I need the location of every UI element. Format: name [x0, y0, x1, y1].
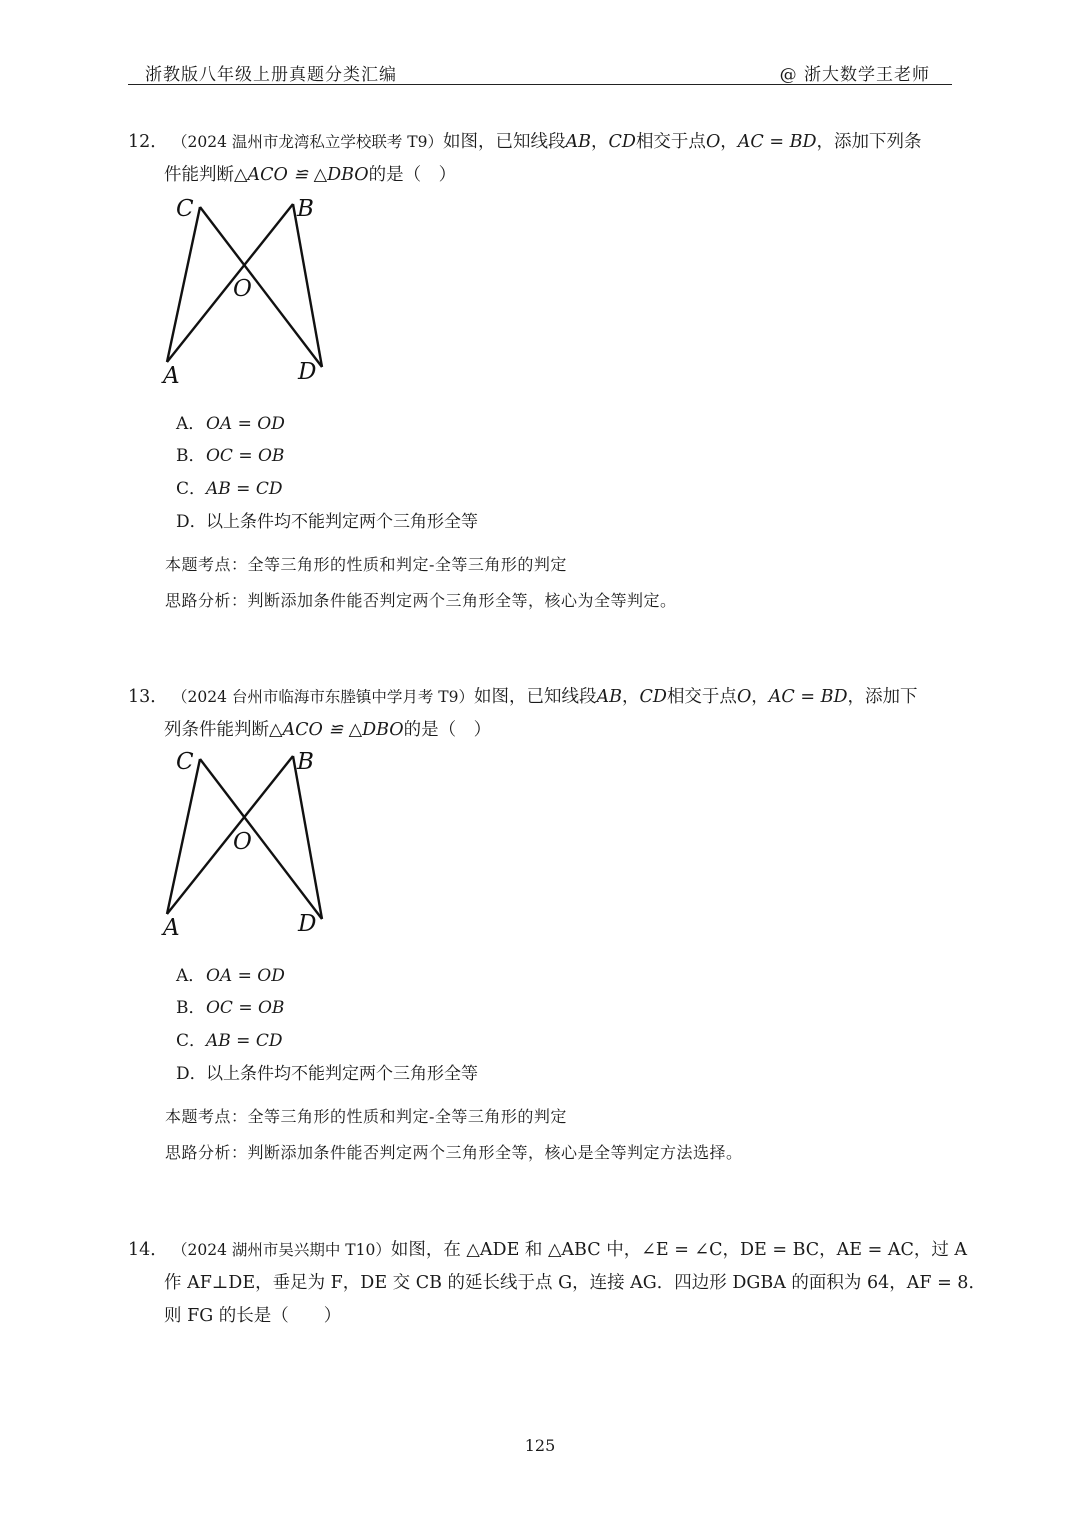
- stem-separator: ，: [720, 132, 738, 152]
- question-12-figure: [150, 190, 350, 390]
- label-d: D: [298, 911, 317, 937]
- option-text: OC = OB: [206, 446, 285, 466]
- knowledge-point: 本题考点：全等三角形的性质和判定-全等三角形的判定: [165, 1107, 567, 1126]
- segment-ab: AB: [565, 132, 592, 152]
- option-label: A．: [176, 966, 206, 986]
- header-author: @ 浙大数学王老师: [779, 65, 930, 85]
- option-a[interactable]: [176, 961, 285, 986]
- option-text: OA = OD: [206, 414, 285, 434]
- segment-cd-line: [200, 759, 322, 919]
- stem-text: 件能判断: [164, 165, 234, 185]
- label-b: B: [297, 749, 314, 775]
- label-o: O: [233, 276, 252, 302]
- knowledge-point: 本题考点：全等三角形的性质和判定-全等三角形的判定: [165, 555, 567, 574]
- question-13-line-1: [128, 683, 918, 708]
- stem-text: 列条件能判断: [164, 720, 269, 740]
- option-text: OA = OD: [206, 966, 285, 986]
- analysis: 思路分析：判断添加条件能否判定两个三角形全等，核心为全等判定。: [165, 591, 677, 610]
- label-d: D: [298, 359, 317, 385]
- segment-ca: [167, 759, 200, 914]
- option-c[interactable]: [176, 1026, 282, 1051]
- option-label: A．: [176, 414, 206, 434]
- question-12-line-1: [128, 128, 922, 153]
- stem-text: 的是（ ）: [403, 720, 492, 740]
- point-o: O: [736, 687, 752, 707]
- question-source: （2024 台州市临海市东塍镇中学月考 T9）: [172, 688, 475, 706]
- segment-bd: [293, 204, 322, 367]
- option-d[interactable]: [176, 1059, 478, 1084]
- option-label: D．: [176, 512, 207, 532]
- option-text: AB = CD: [206, 1031, 283, 1051]
- option-c[interactable]: [176, 474, 282, 499]
- page-number: 125: [524, 1436, 556, 1455]
- point-o: O: [705, 132, 721, 152]
- segment-ba-line: [167, 756, 293, 914]
- label-a: A: [163, 915, 180, 941]
- option-label: B．: [176, 446, 206, 466]
- label-b: B: [297, 196, 314, 222]
- option-b[interactable]: [176, 993, 284, 1018]
- given-equation: AC = BD: [768, 687, 848, 707]
- segment-ca: [167, 207, 200, 362]
- given-equation: AC = BD: [737, 132, 817, 152]
- stem-separator: ，: [591, 132, 609, 152]
- congruence-statement: △ACO ≌ △DBO: [269, 720, 404, 740]
- question-13-figure: [150, 742, 350, 942]
- label-a: A: [163, 363, 180, 389]
- option-label: C．: [176, 479, 207, 499]
- stem-separator: ，: [751, 687, 769, 707]
- question-source: （2024 湖州市吴兴期中 T10）: [172, 1241, 391, 1259]
- option-label: D．: [176, 1064, 207, 1084]
- segment-bd: [293, 756, 322, 919]
- option-text: OC = OB: [206, 998, 285, 1018]
- label-c: C: [176, 749, 194, 775]
- option-a[interactable]: [176, 409, 285, 434]
- question-number: 12．: [128, 132, 168, 152]
- option-label: B．: [176, 998, 206, 1018]
- header-title: 浙教版八年级上册真题分类汇编: [145, 65, 397, 85]
- analysis: 思路分析：判断添加条件能否判定两个三角形全等，核心是全等判定方法选择。: [165, 1143, 743, 1162]
- question-14-line-3: 则 FG 的长是（ ）: [164, 1306, 342, 1326]
- segment-cd: CD: [639, 687, 667, 707]
- option-label: C．: [176, 1031, 207, 1051]
- segment-ab: AB: [596, 687, 623, 707]
- question-13-line-2: [164, 716, 491, 741]
- option-text: AB = CD: [206, 479, 283, 499]
- question-14-line-1: [128, 1236, 967, 1261]
- option-d[interactable]: [176, 507, 478, 532]
- stem-text: 如图，已知线段: [474, 687, 597, 707]
- segment-cd-line: [200, 207, 322, 367]
- question-number: 13．: [128, 687, 168, 707]
- label-c: C: [176, 196, 194, 222]
- segment-cd: CD: [608, 132, 636, 152]
- stem-text: 如图，已知线段: [443, 132, 566, 152]
- stem-separator: ，: [622, 687, 640, 707]
- stem-text: 相交于点: [635, 132, 706, 152]
- option-text: 以上条件均不能判定两个三角形全等: [206, 1064, 478, 1084]
- header-divider: [128, 84, 952, 85]
- stem-text: ，添加下: [847, 687, 918, 707]
- question-12-line-2: [164, 161, 456, 186]
- question-number: 14．: [128, 1240, 168, 1260]
- question-source: （2024 温州市龙湾私立学校联考 T9）: [172, 133, 444, 151]
- page-header: [128, 58, 952, 86]
- stem-text: 的是（ ）: [368, 165, 457, 185]
- question-14-line-2: 作 AF⊥DE，垂足为 F，DE 交 CB 的延长线于点 G，连接 AG．四边形 DGBA 的面积为 64，AF = 8．: [164, 1273, 986, 1293]
- stem-text: 相交于点: [666, 687, 737, 707]
- segment-ba-line: [167, 204, 293, 362]
- option-b[interactable]: [176, 441, 284, 466]
- label-o: O: [233, 829, 252, 855]
- stem-text: ，添加下列条: [816, 132, 922, 152]
- stem-text: 如图，在 △ADE 和 △ABC 中，∠E = ∠C，DE = BC，AE = AC，过 A: [390, 1240, 968, 1260]
- option-text: 以上条件均不能判定两个三角形全等: [206, 512, 478, 532]
- congruence-statement: △ACO ≌ △DBO: [234, 165, 369, 185]
